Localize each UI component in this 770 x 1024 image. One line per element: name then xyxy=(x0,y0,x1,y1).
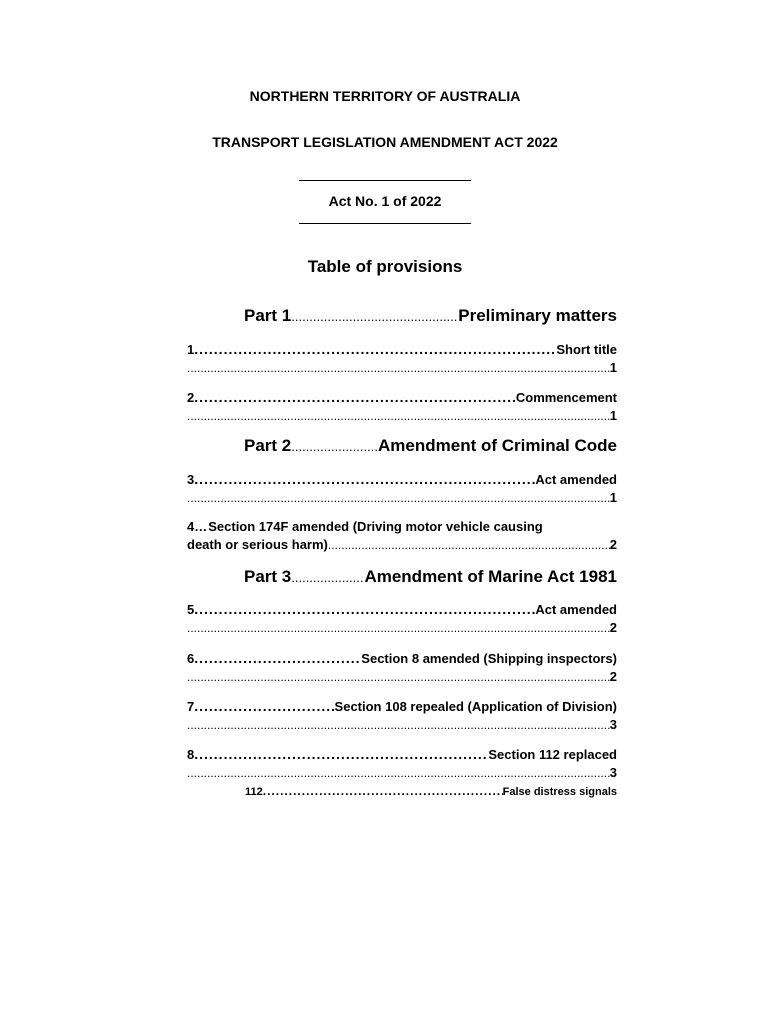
page-number: 1 xyxy=(609,360,617,375)
section-number: 2 xyxy=(187,390,195,405)
toc-entry-6[interactable] xyxy=(187,649,617,686)
act-title: TRANSPORT LEGISLATION AMENDMENT ACT 2022 xyxy=(212,134,558,150)
section-title: Section 8 amended (Shipping inspectors) xyxy=(361,651,617,666)
leader-dots xyxy=(187,359,610,377)
section-number: 8 xyxy=(187,747,195,762)
leader-dots xyxy=(187,407,610,425)
toc-entry-2[interactable] xyxy=(187,388,617,425)
part-label: Part 3 xyxy=(244,567,292,586)
divider-bottom xyxy=(299,223,471,224)
toc-entry-7[interactable] xyxy=(187,697,617,734)
leader-dots xyxy=(263,784,503,798)
section-number: 7 xyxy=(187,699,195,714)
leader-dots xyxy=(194,388,516,406)
toc-entry-1[interactable] xyxy=(187,340,617,377)
leader-dots xyxy=(187,668,610,686)
subsection-title: False distress signals xyxy=(502,786,617,798)
leader-dots xyxy=(291,570,364,585)
section-title: Commencement xyxy=(515,390,617,405)
page-number: 1 xyxy=(609,490,617,505)
leader-dots xyxy=(194,600,535,618)
act-number: Act No. 1 of 2022 xyxy=(328,193,442,209)
section-title-line1: Section 174F amended (Driving motor vehicle causing xyxy=(208,519,543,534)
page-number: 3 xyxy=(609,765,617,780)
section-number: 3 xyxy=(187,472,195,487)
leader-dots xyxy=(291,309,458,324)
toc-subentry-112[interactable] xyxy=(245,784,617,798)
toc-heading: Table of provisions xyxy=(307,257,463,276)
leader-dots xyxy=(194,697,334,715)
leader-dots xyxy=(187,619,610,637)
part-label: Part 2 xyxy=(244,436,292,455)
subsection-number: 112 xyxy=(245,786,263,798)
page-number: 2 xyxy=(609,537,617,552)
section-number: 1 xyxy=(187,342,195,357)
toc-part-1[interactable] xyxy=(244,306,617,326)
leader-dots-short: … xyxy=(194,519,209,534)
page-number: 2 xyxy=(609,669,617,684)
divider-top xyxy=(299,180,471,181)
toc-part-3[interactable] xyxy=(244,567,617,587)
part-title: Amendment of Criminal Code xyxy=(378,436,617,455)
leader-dots xyxy=(187,764,610,782)
section-title: Act amended xyxy=(535,602,617,617)
section-title: Act amended xyxy=(535,472,617,487)
leader-dots xyxy=(187,489,610,507)
toc-part-2[interactable] xyxy=(244,436,617,456)
leader-dots xyxy=(194,470,535,488)
page-number: 2 xyxy=(609,620,617,635)
leader-dots xyxy=(194,745,488,763)
leader-dots xyxy=(194,340,556,358)
leader-dots xyxy=(291,439,378,454)
leader-dots xyxy=(187,716,610,734)
section-number: 4 xyxy=(187,519,195,534)
part-title: Preliminary matters xyxy=(458,306,617,325)
toc-entry-8[interactable] xyxy=(187,745,617,782)
leader-dots xyxy=(328,536,610,554)
part-title: Amendment of Marine Act 1981 xyxy=(364,567,617,586)
section-number: 5 xyxy=(187,602,195,617)
part-label: Part 1 xyxy=(244,306,292,325)
section-title: Short title xyxy=(556,342,617,357)
section-number: 6 xyxy=(187,651,195,666)
toc-entry-5[interactable] xyxy=(187,600,617,637)
toc-entry-3[interactable] xyxy=(187,470,617,507)
section-title: Section 108 repealed (Application of Division) xyxy=(334,699,617,714)
section-title-line2: death or serious harm) xyxy=(187,537,328,552)
page-number: 3 xyxy=(609,717,617,732)
jurisdiction-title: NORTHERN TERRITORY OF AUSTRALIA xyxy=(249,88,521,104)
toc-entry-4[interactable] xyxy=(187,518,617,554)
section-title: Section 112 replaced xyxy=(488,747,617,762)
leader-dots xyxy=(194,649,361,667)
page-number: 1 xyxy=(609,408,617,423)
